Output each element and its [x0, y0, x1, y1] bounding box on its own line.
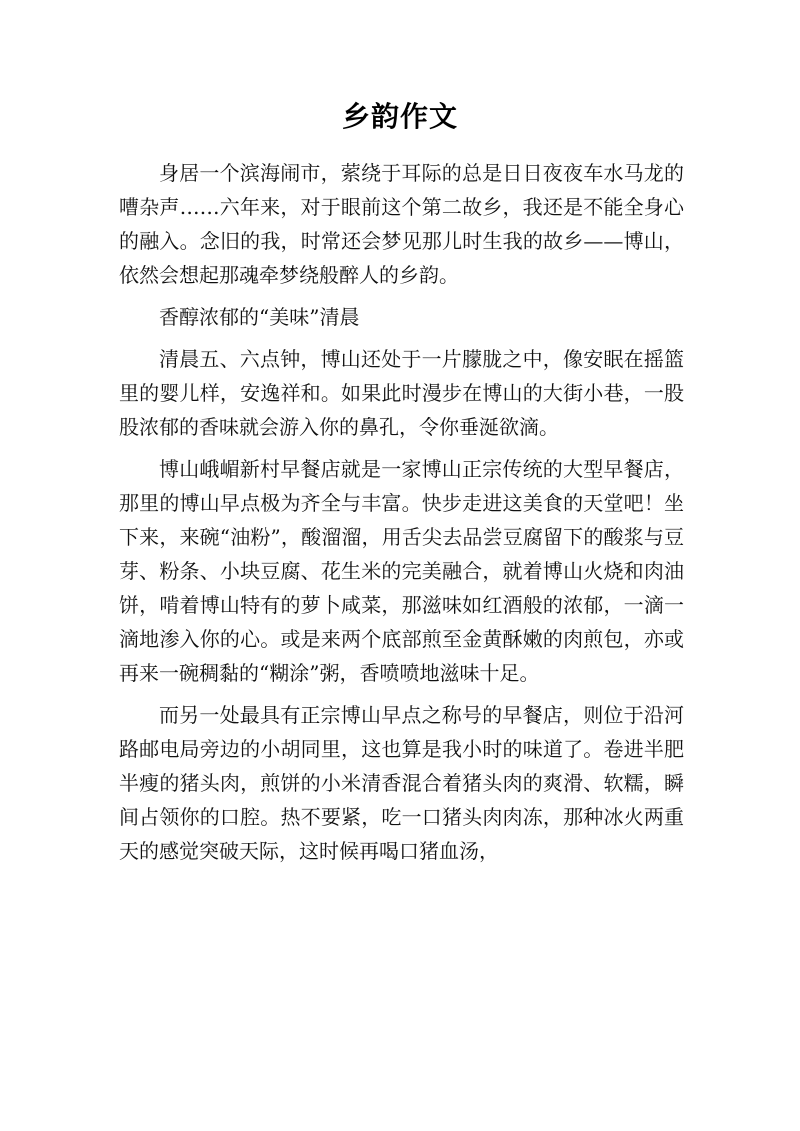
paragraph-intro: 身居一个滨海闹市，萦绕于耳际的总是日日夜夜车水马龙的嘈杂声……六年来，对于眼前这个第二故乡，我还是不能全身心的融入。念旧的我，时常还会梦见那儿时生我的故乡——博山，依然会想起那魂牵梦绕般醉人的乡韵。: [119, 161, 684, 287]
section-heading: 香醇浓郁的“美味”清晨: [159, 305, 360, 329]
paragraph-emei-breakfast: 博山峨嵋新村早餐店就是一家博山正宗传统的大型早餐店，那里的博山早点极为齐全与丰富。快步走进这美食的天堂吧！坐下来，来碗“油粉”，酸溜溜，用舌尖去品尝豆腐留下的酸浆与豆芽、粉条、小块豆腐、花生米的完美融合，就着博山火烧和肉油饼，啃着博山特有的萝卜咸菜，那滋味如红酒般的浓郁，一滴一滴地渗入你的心。或是来两个底部煎至金黄酥嫩的肉煎包，亦或再来一碗稠黏的“糊涂”粥，香喷喷地滋味十足。: [119, 457, 684, 685]
document-title: 乡韵作文: [341, 100, 458, 133]
paragraph-riverside-breakfast: 而另一处最具有正宗博山早点之称号的早餐店，则位于沿河路邮电局旁边的小胡同里，这也算是我小时的味道了。卷进半肥半瘦的猪头肉，煎饼的小米清香混合着猪头肉的爽滑、软糯，瞬间占领你的口腔。热不要紧，吃一口猪头肉肉冻，那种冰火两重天的感觉突破天际，这时候再喝口猪血汤，: [119, 703, 684, 863]
paragraph-morning: 清晨五、六点钟，博山还处于一片朦胧之中，像安眠在摇篮里的婴儿样，安逸祥和。如果此时漫步在博山的大街小巷，一股股浓郁的香味就会游入你的鼻孔，令你垂涎欲滴。: [119, 347, 684, 439]
document-body: [119, 156, 684, 876]
